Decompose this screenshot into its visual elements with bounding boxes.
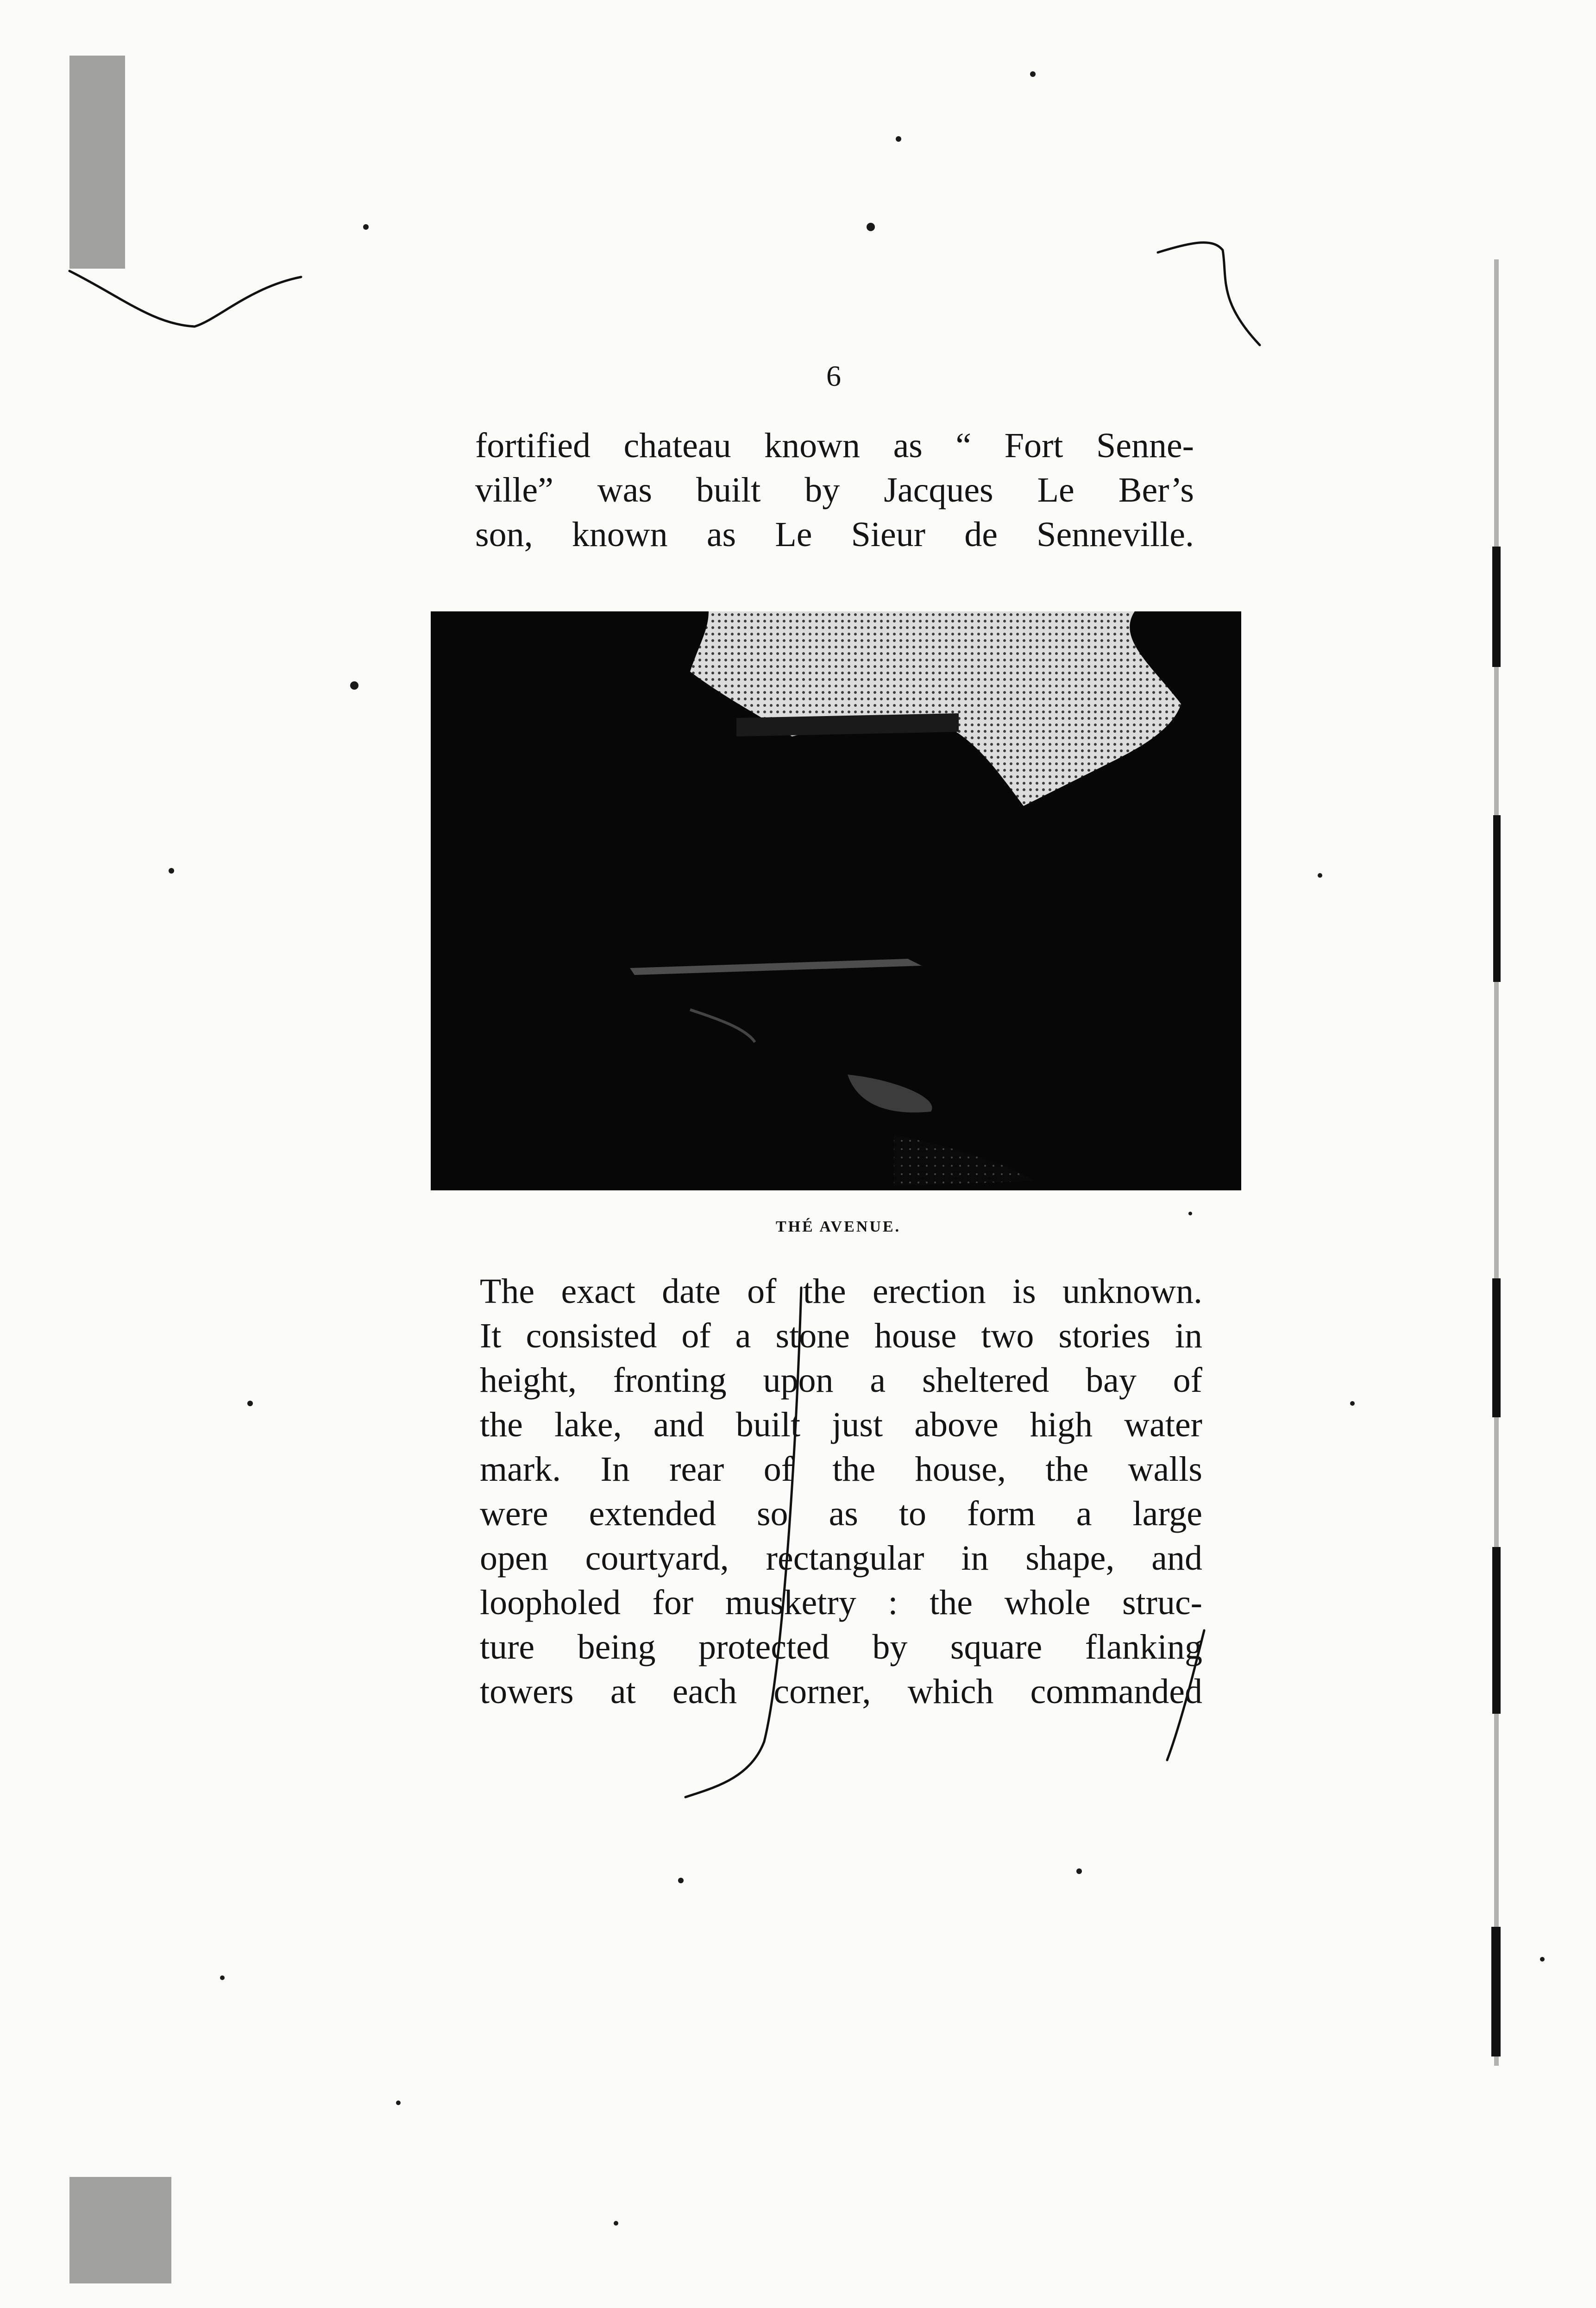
text-line: ture being protected by square flanking: [480, 1628, 1202, 1667]
text-line: mark. In rear of the house, the walls: [480, 1450, 1202, 1489]
text-line: open courtyard, rectangular in shape, and: [480, 1539, 1202, 1578]
text-line: were extended so as to form a large: [480, 1494, 1202, 1533]
text-line: son, known as Le Sieur de Senneville.: [475, 515, 1194, 554]
text-line: fortified chateau known as “ Fort Senne-: [475, 426, 1194, 465]
text-line: The exact date of the erection is unknown.: [480, 1272, 1202, 1311]
paragraph-1: [475, 423, 1194, 557]
figure-caption: THÉ AVENUE.: [775, 1218, 901, 1235]
pen-stroke-top-right: [1158, 243, 1260, 345]
text-line: towers at each corner, which commanded: [480, 1672, 1202, 1711]
pen-stroke-top-left: [69, 271, 301, 327]
text-line: height, fronting upon a sheltered bay of: [480, 1361, 1202, 1400]
text-line: loopholed for musketry : the whole struc-: [480, 1583, 1202, 1622]
binding-edge: [1482, 259, 1510, 2066]
text-line: ville” was built by Jacques Le Ber’s: [475, 471, 1194, 509]
text-line: the lake, and built just above high water: [480, 1405, 1202, 1444]
paragraph-2: [480, 1269, 1202, 1714]
text-line: It consisted of a stone house two stories in: [480, 1316, 1202, 1355]
page-number: 6: [826, 359, 841, 392]
halftone-photo-avenue: [431, 611, 1241, 1190]
